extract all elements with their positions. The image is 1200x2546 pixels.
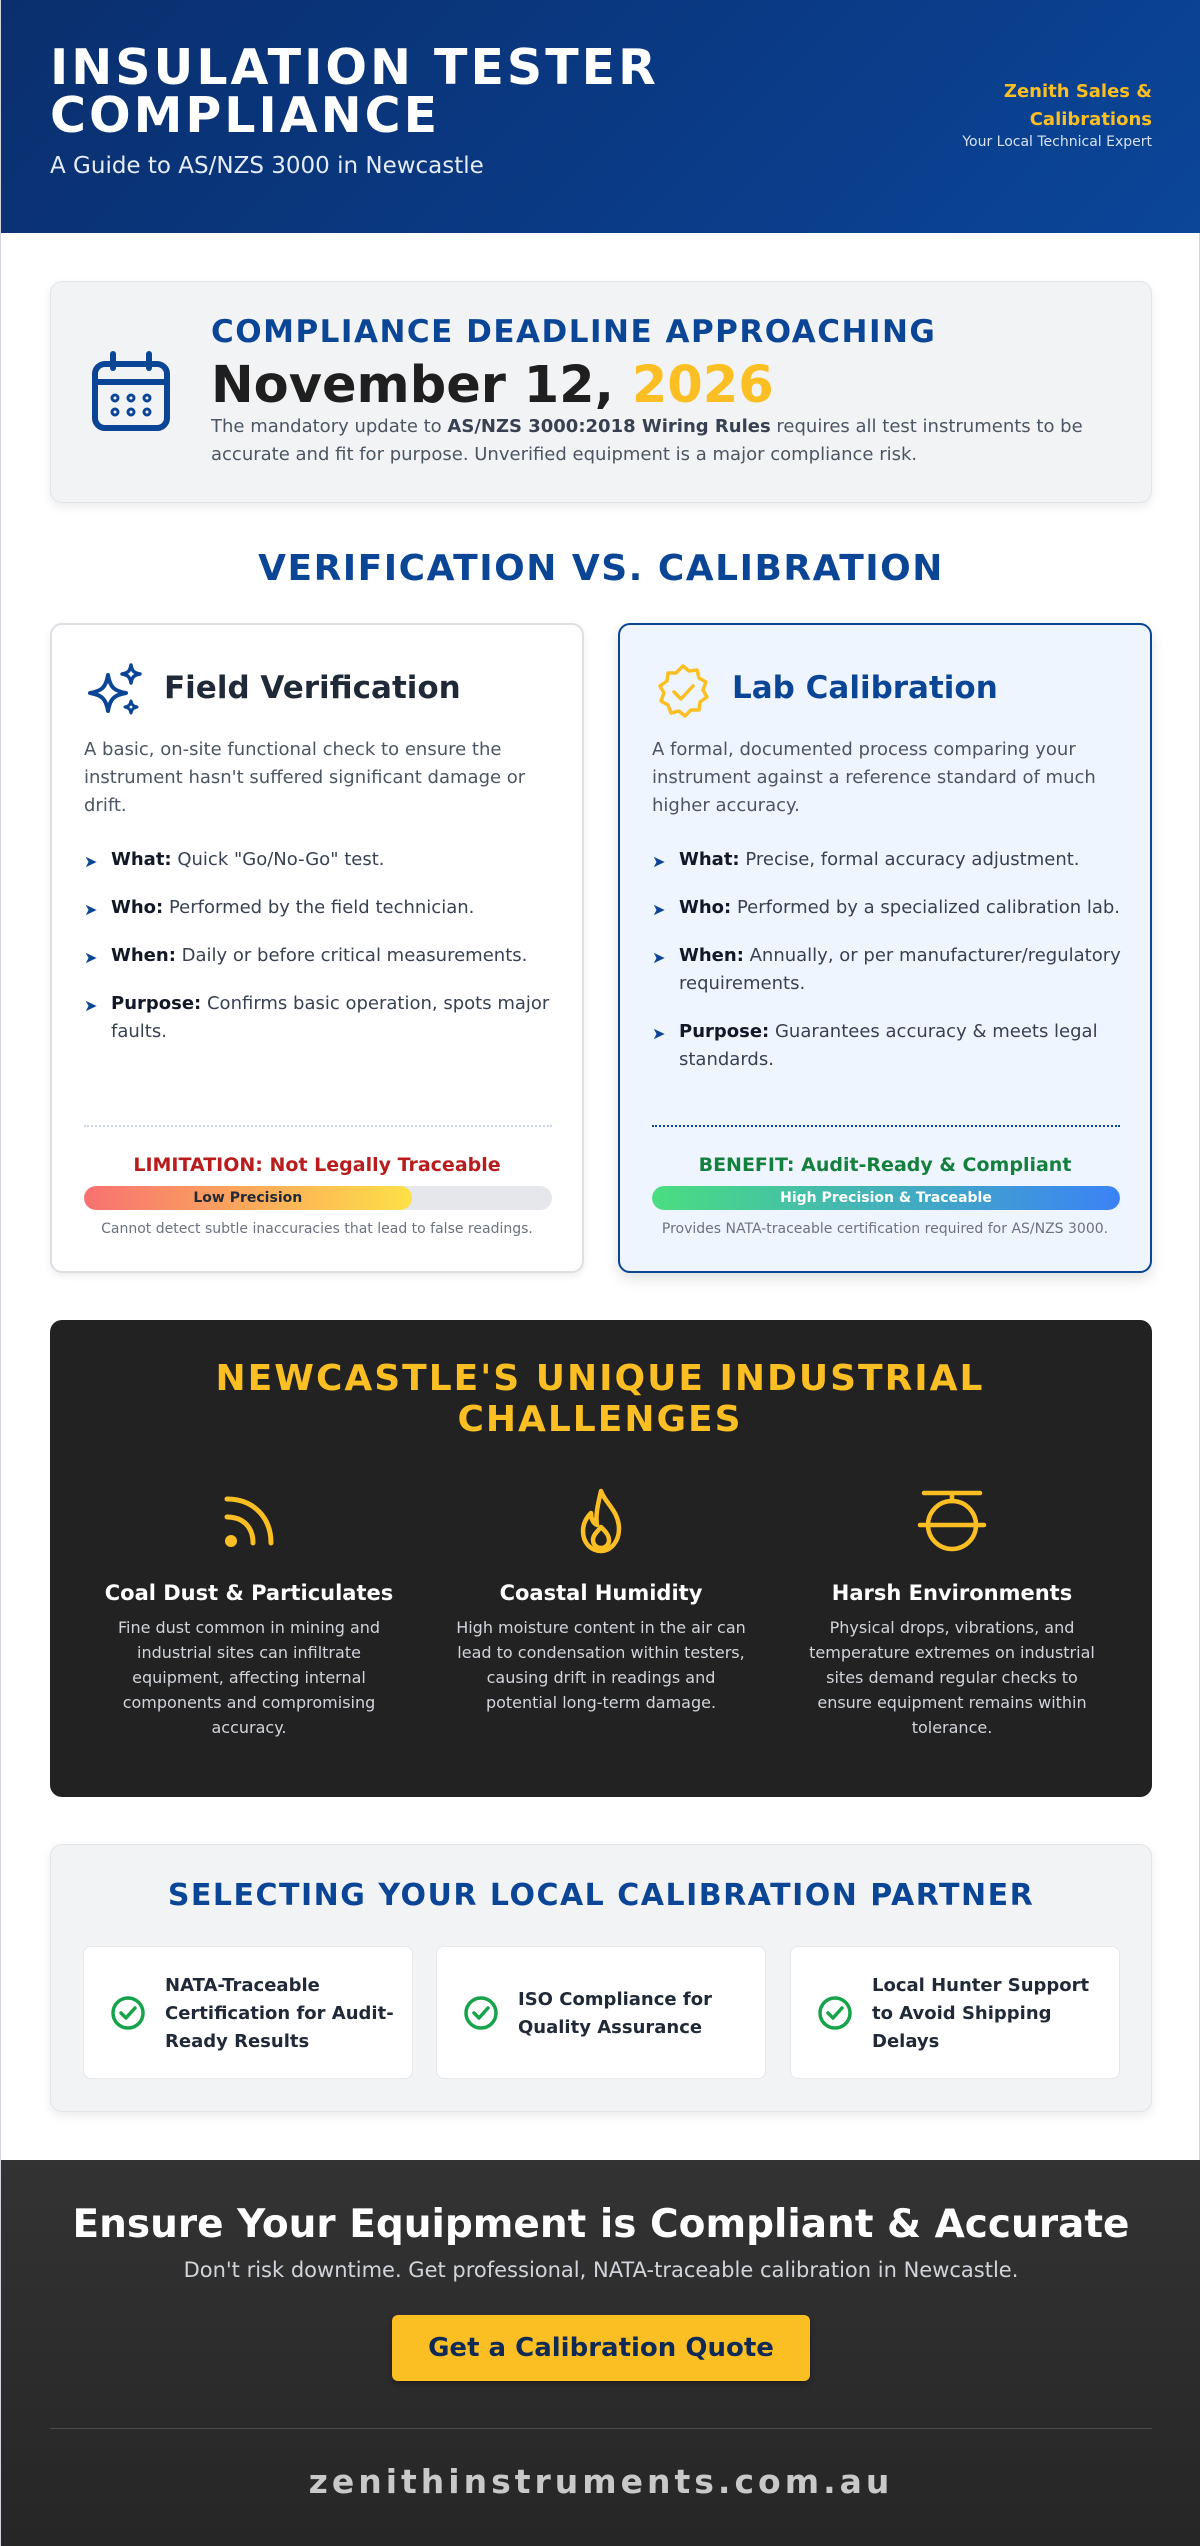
- partner-section: [50, 1844, 1152, 2112]
- field-verification-list: [84, 846, 554, 1066]
- challenge-harsh-environments: [802, 1485, 1102, 1740]
- field-verification-card: [50, 623, 584, 1273]
- lab-calibration-card: [618, 623, 1152, 1273]
- challenge-coastal-humidity: [451, 1485, 751, 1715]
- lab-calibration-description: A formal, documented process comparing your instrument against a reference standard of much higher accuracy.: [652, 739, 1096, 816]
- partner-benefit-nata: [83, 1946, 413, 2079]
- item-text: Confirms basic operation, spots major faults.: [111, 993, 550, 1042]
- item-text: Guarantees accuracy & meets legal standards.: [679, 1021, 1098, 1070]
- partner-benefit-text: NATA-Traceable Certification for Audit-Ready Results: [165, 1974, 394, 2052]
- deadline-text-before: The mandatory update to: [211, 416, 448, 437]
- arrow-right-icon: ➤: [652, 900, 666, 919]
- item-label: When:: [111, 945, 176, 966]
- item-label: Who:: [679, 897, 732, 918]
- challenge-text: Fine dust common in mining and industrial sites can infiltrate equipment, affecting internal components and compromising accuracy.: [117, 1618, 381, 1737]
- divider: [50, 2428, 1152, 2429]
- list-item: [84, 942, 554, 970]
- challenge-coal-dust: [99, 1485, 399, 1740]
- item-label: When:: [679, 945, 744, 966]
- field-verification-description: A basic, on-site functional check to ensure the instrument hasn't suffered significant damage or drift.: [84, 739, 526, 816]
- item-label: What:: [679, 849, 740, 870]
- brand-tagline: Your Local Technical Expert: [962, 134, 1152, 150]
- limitation-label: LIMITATION: Not Legally Traceable: [133, 1154, 501, 1176]
- deadline-text-after: requires all test instruments to be accurate and fit for purpose. Unverified equipment is a major compliance risk.: [211, 416, 1083, 465]
- precision-meter: [652, 1186, 1120, 1210]
- challenge-title: Coal Dust & Particulates: [104, 1581, 394, 1605]
- arrow-right-icon: ➤: [84, 900, 98, 919]
- challenge-text: Physical drops, vibrations, and temperature extremes on industrial sites demand regular checks to ensure equipment remains within tolerance.: [809, 1618, 1095, 1737]
- challenges-title: NEWCASTLE'S UNIQUE INDUSTRIAL CHALLENGES: [215, 1358, 985, 1440]
- badge-check-icon: [652, 661, 714, 723]
- hero-header: [1, 0, 1200, 233]
- page-title: INSULATION TESTER COMPLIANCE: [50, 39, 659, 144]
- item-label: What:: [111, 849, 172, 870]
- list-item: [84, 894, 554, 922]
- challenges-panel: [50, 1320, 1152, 1797]
- website-link[interactable]: zenithinstruments.com.au: [308, 2462, 894, 2501]
- dust-signal-icon: [213, 1485, 285, 1557]
- cta-title: Ensure Your Equipment is Compliant & Accurate: [72, 2202, 1130, 2247]
- cta-footer: [1, 2160, 1200, 2546]
- deadline-description: [211, 413, 1111, 469]
- harsh-environment-icon: [916, 1485, 988, 1557]
- check-circle-icon: [109, 1994, 147, 2032]
- partner-benefit-text: ISO Compliance for Quality Assurance: [518, 1988, 712, 2038]
- comparison-title: VERIFICATION VS. CALIBRATION: [258, 548, 944, 589]
- calendar-icon: [89, 350, 173, 434]
- cta-subtitle: Don't risk downtime. Get professional, NATA-traceable calibration in Newcastle.: [183, 2258, 1019, 2282]
- precision-note: Cannot detect subtle inaccuracies that lead to false readings.: [101, 1221, 533, 1237]
- list-item: [652, 846, 1122, 874]
- list-item: [84, 990, 554, 1046]
- challenge-title: Coastal Humidity: [499, 1581, 703, 1605]
- item-text: Performed by a specialized calibration lab.: [731, 897, 1121, 918]
- partner-title: SELECTING YOUR LOCAL CALIBRATION PARTNER: [167, 1878, 1035, 1913]
- deadline-kicker: COMPLIANCE DEADLINE APPROACHING: [211, 314, 937, 350]
- lab-calibration-title: Lab Calibration: [732, 670, 998, 706]
- arrow-right-icon: ➤: [652, 1024, 666, 1043]
- deadline-standard-name: AS/NZS 3000:2018 Wiring Rules: [447, 416, 771, 437]
- precision-meter-label: High Precision & Traceable: [780, 1190, 992, 1206]
- item-text: Performed by the field technician.: [163, 897, 475, 918]
- challenge-text: High moisture content in the air can lead to condensation within testers, causing drift in readings and potential long-term damage.: [456, 1618, 746, 1712]
- field-verification-title: Field Verification: [164, 670, 461, 706]
- list-item: [652, 942, 1122, 998]
- brand-name: Zenith Sales & Calibrations: [1003, 81, 1152, 130]
- item-label: Who:: [111, 897, 164, 918]
- check-circle-icon: [816, 1994, 854, 2032]
- arrow-right-icon: ➤: [652, 948, 666, 967]
- arrow-right-icon: ➤: [84, 948, 98, 967]
- arrow-right-icon: ➤: [84, 852, 98, 871]
- sparkles-icon: [84, 661, 146, 723]
- check-circle-icon: [462, 1994, 500, 2032]
- list-item: [652, 894, 1122, 922]
- get-quote-button[interactable]: Get a Calibration Quote: [392, 2315, 810, 2381]
- partner-benefit-iso: [436, 1946, 766, 2079]
- item-text: Annually, or per manufacturer/regulatory requirements.: [679, 945, 1121, 994]
- flame-icon: [565, 1485, 637, 1557]
- item-label: Purpose:: [679, 1021, 770, 1042]
- item-label: Purpose:: [111, 993, 202, 1014]
- divider: [652, 1125, 1120, 1127]
- divider: [84, 1125, 552, 1127]
- deadline-date-year: 2026: [631, 356, 774, 415]
- deadline-card: [50, 281, 1152, 503]
- lab-calibration-list: [652, 846, 1122, 1094]
- precision-note: Provides NATA-traceable certification required for AS/NZS 3000.: [661, 1221, 1109, 1237]
- item-text: Daily or before critical measurements.: [175, 945, 528, 966]
- arrow-right-icon: ➤: [84, 996, 98, 1015]
- partner-benefit-local: [790, 1946, 1120, 2079]
- deadline-date-day: November 12,: [211, 356, 632, 415]
- partner-benefit-text: Local Hunter Support to Avoid Shipping Delays: [872, 1974, 1090, 2052]
- challenge-title: Harsh Environments: [831, 1581, 1073, 1605]
- list-item: [652, 1018, 1122, 1074]
- deadline-date: [211, 356, 774, 415]
- arrow-right-icon: ➤: [652, 852, 666, 871]
- item-text: Quick "Go/No-Go" test.: [171, 849, 385, 870]
- precision-meter-label: Low Precision: [193, 1190, 303, 1206]
- page-subtitle: A Guide to AS/NZS 3000 in Newcastle: [50, 153, 484, 179]
- item-text: Precise, formal accuracy adjustment.: [739, 849, 1080, 870]
- benefit-label: BENEFIT: Audit-Ready & Compliant: [698, 1154, 1072, 1176]
- precision-meter: [84, 1186, 552, 1210]
- list-item: [84, 846, 554, 874]
